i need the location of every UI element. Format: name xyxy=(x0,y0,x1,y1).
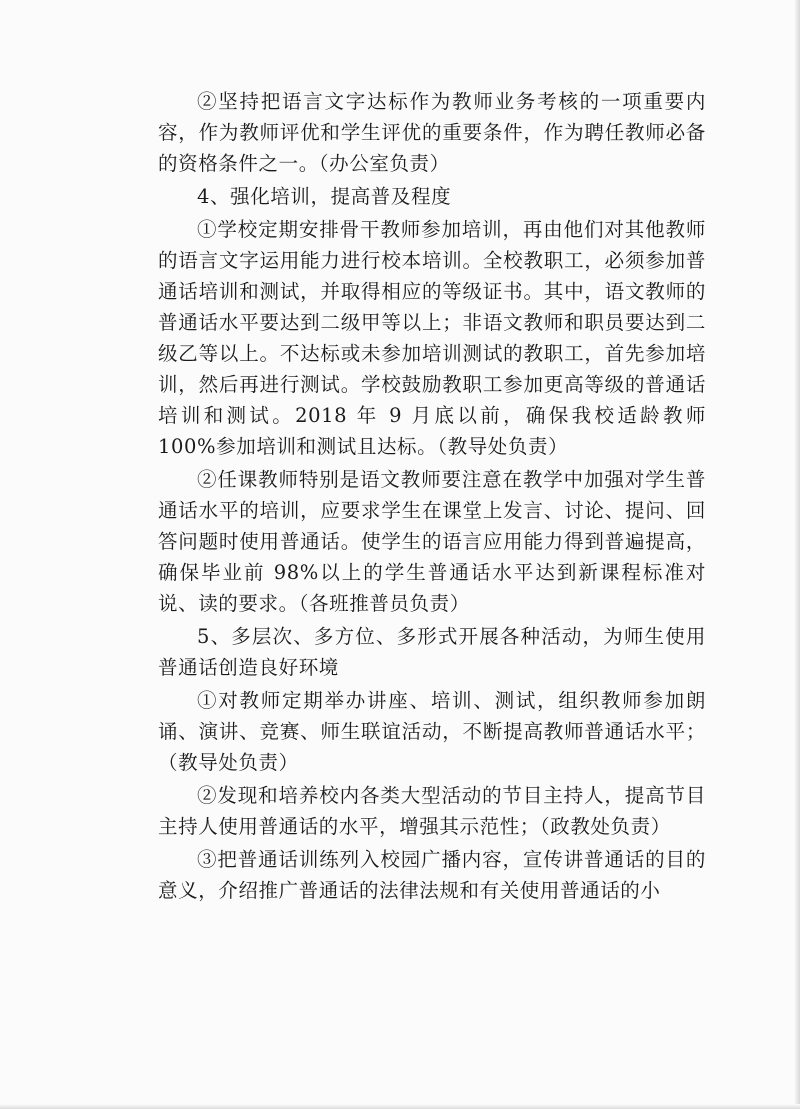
paragraph-student-mandarin: ②任课教师特别是语文教师要注意在教学中加强对学生普通话水平的培训，应要求学生在课堂上发言、讨论、提问、回答问题时使用普通话。使学生的语言应用能力得到普遍提高，确保毕业前 98%以上的学生普通话水平达到新课程标准对说、读的要求。（各班推普员负责） xyxy=(158,468,706,615)
section-heading-training: 4、强化培训，提高普及程度 xyxy=(197,185,452,208)
paragraph-assessment-standard: ②坚持把语言文字达标作为教师业务考核的一项重要内容，作为教师评优和学生评优的重要条件，作为聘任教师必备的资格条件之一。（办公室负责） xyxy=(158,90,706,175)
document-body xyxy=(158,86,706,908)
paragraph-host-training: ②发现和培养校内各类大型活动的节目主持人，提高节目主持人使用普通话的水平，增强其示范性；（政教处负责） xyxy=(158,784,706,838)
paragraph-teacher-training: ①学校定期安排骨干教师参加培训，再由他们对其他教师的语言文字运用能力进行校本培训。全校教职工，必须参加普通话培训和测试，并取得相应的等级证书。其中，语文教师的普通话水平要达到二级甲等以上；非语文教师和职员要达到二级乙等以上。不达标或未参加培训测试的教职工，首先参加培训，然后再进行测试。学校鼓励教职工参加更高等级的普通话培训和测试。2018 年 9 月底以前，确保我校适龄教师 100%参加培训和测试且达标。（教导处负责） xyxy=(158,218,706,458)
section-heading-activities: 5、多层次、多方位、多形式开展各种活动，为师生使用普通话创造良好环境 xyxy=(158,625,706,679)
page-edge-shadow xyxy=(794,0,800,1109)
paragraph-teacher-activities: ①对教师定期举办讲座、培训、测试，组织教师参加朗诵、演讲、竞赛、师生联谊活动，不断提高教师普通话水平；（教导处负责） xyxy=(158,689,706,774)
page-bottom-shadow xyxy=(0,1104,800,1109)
paragraph-campus-broadcast: ③把普通话训练列入校园广播内容，宣传讲普通话的目的意义，介绍推广普通话的法律法规和有关使用普通话的小 xyxy=(158,848,706,902)
